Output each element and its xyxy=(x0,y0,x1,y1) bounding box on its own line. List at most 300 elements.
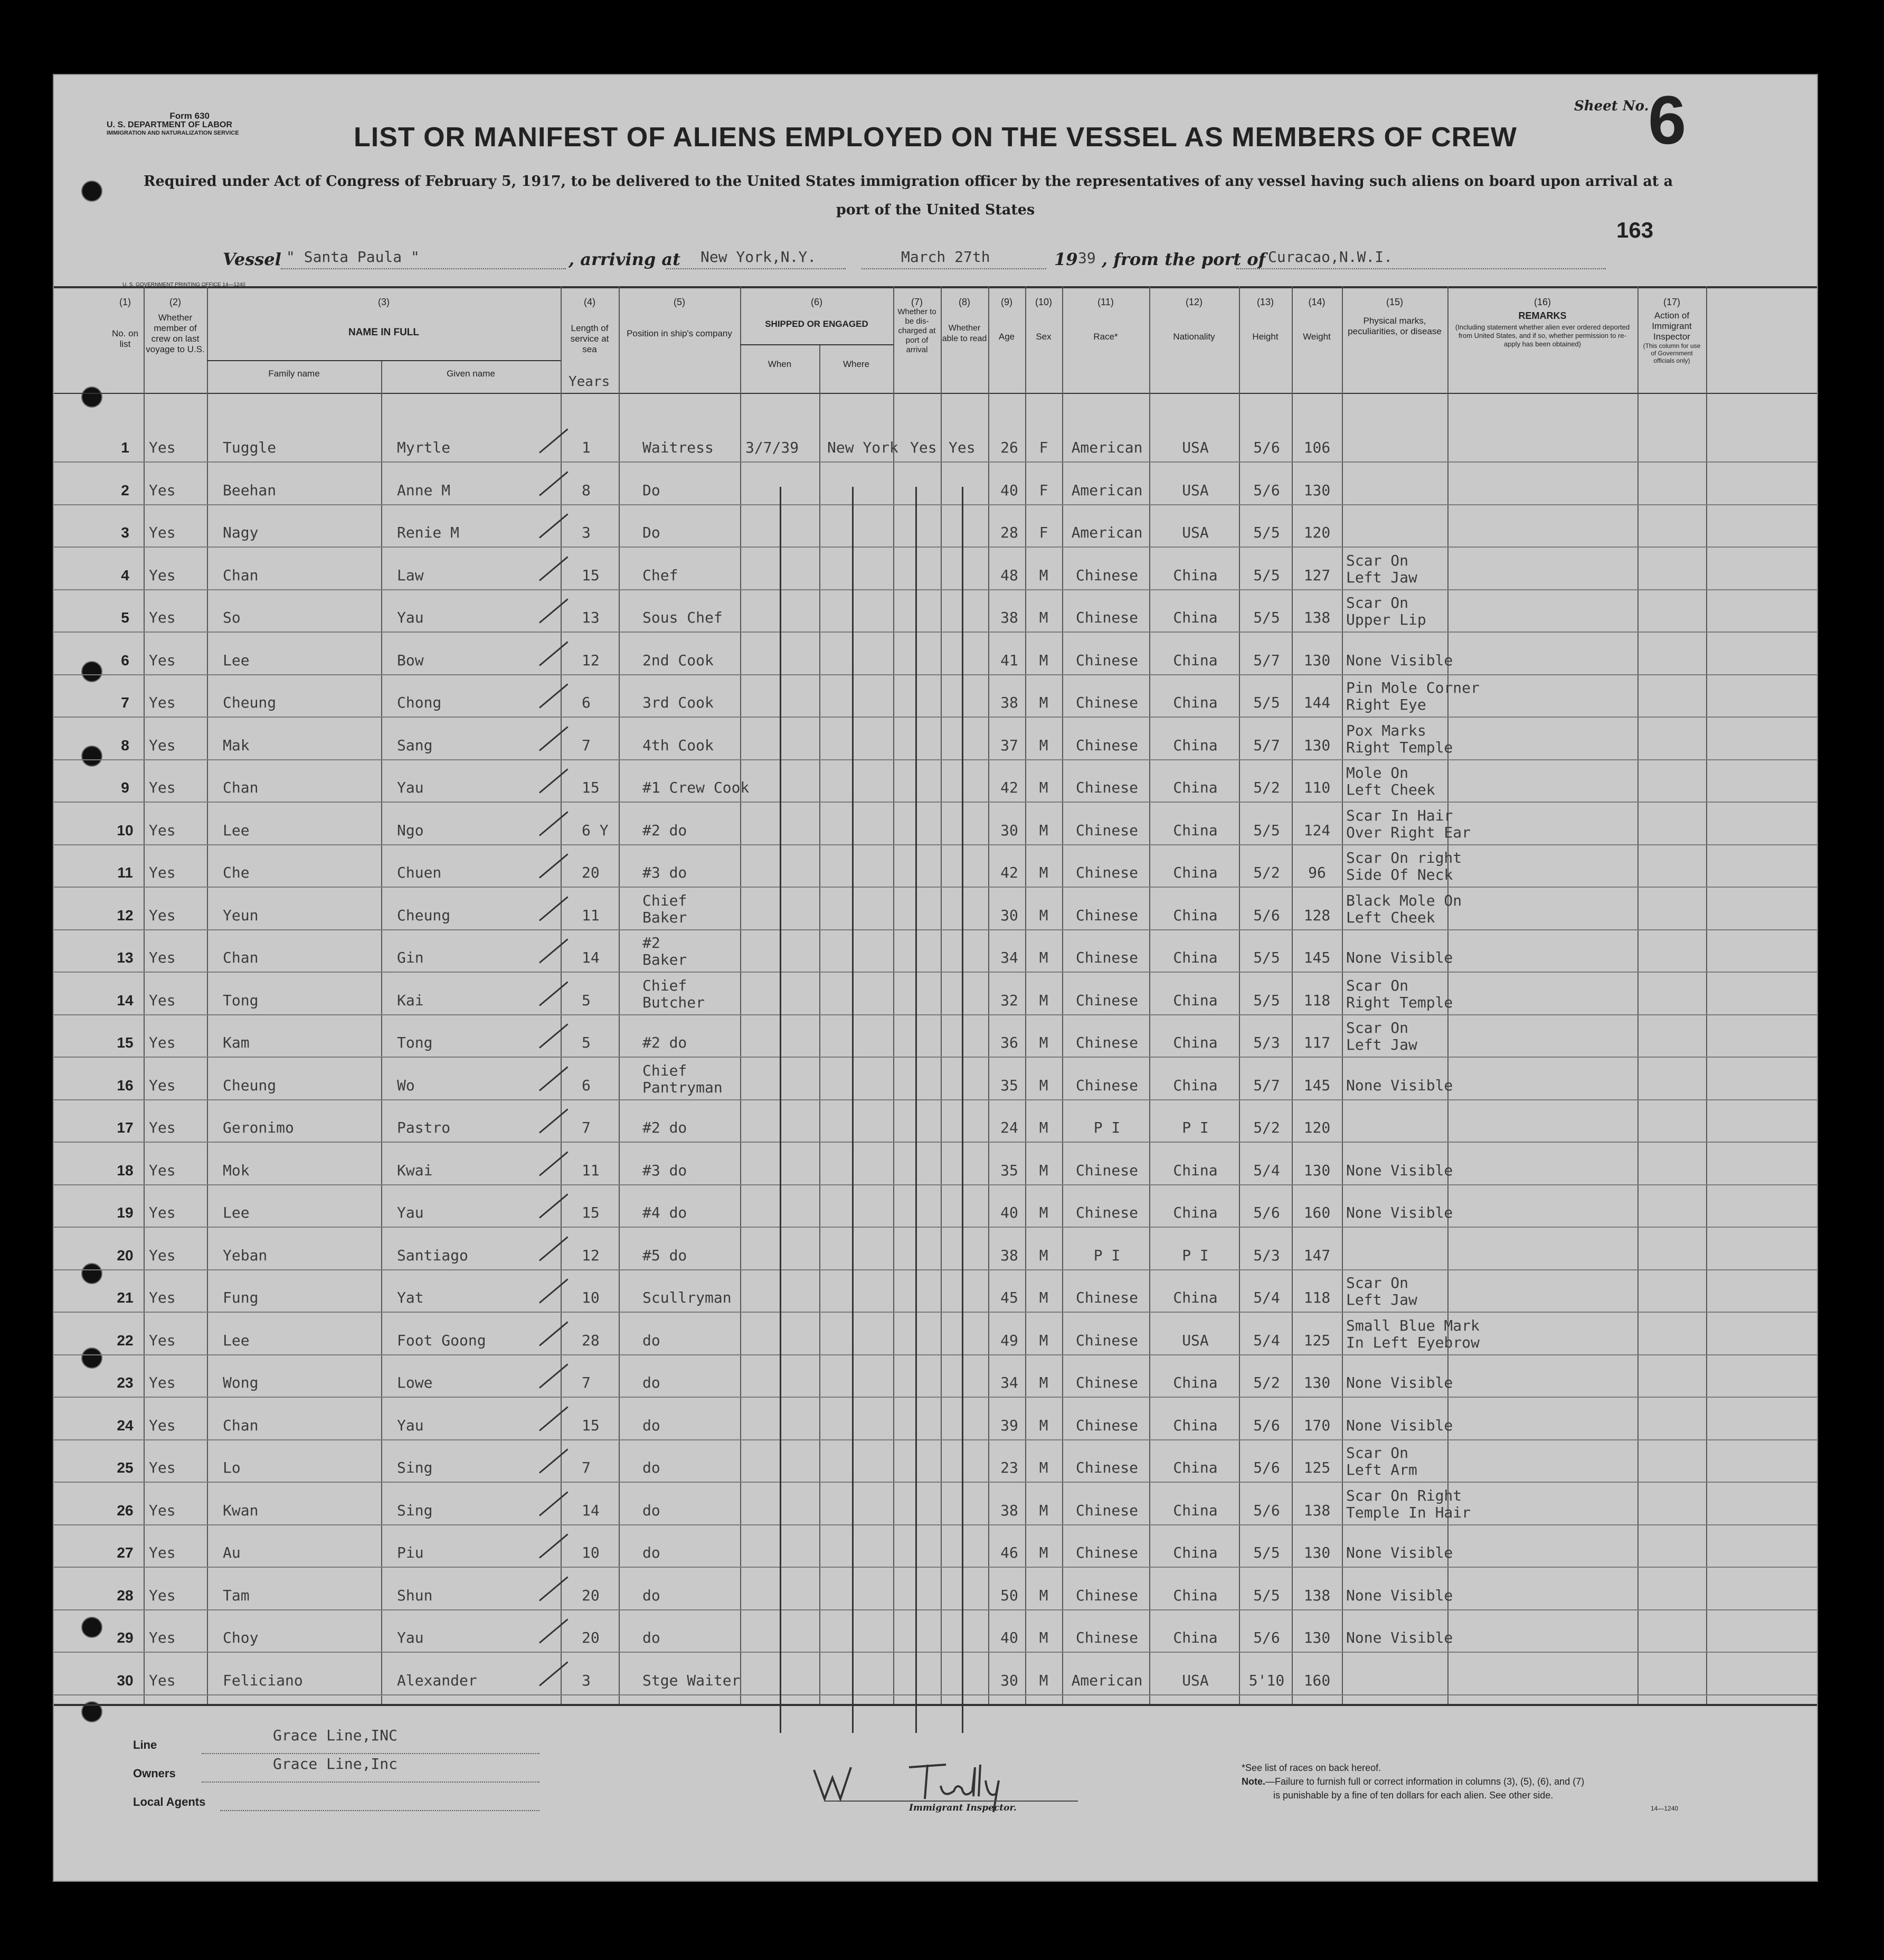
line-label: Line xyxy=(133,1738,157,1751)
row-height: 5/3 xyxy=(1253,1246,1280,1264)
row-nationality: China xyxy=(1173,694,1218,711)
row-no: 3 xyxy=(121,524,129,541)
row-weight: 160 xyxy=(1303,1671,1331,1689)
row-sex: M xyxy=(1039,1246,1048,1264)
row-no: 7 xyxy=(121,694,129,711)
row-position: 2nd Cook xyxy=(642,651,714,669)
row-family-name: Cheung xyxy=(223,694,277,711)
row-service: 20 xyxy=(582,1586,600,1604)
header-action: Action of Immigrant Inspector xyxy=(1652,310,1692,342)
row-given-name: Renie M xyxy=(397,524,460,541)
row-given-name: Pastro xyxy=(397,1119,451,1136)
from-port: Curacao,N.W.I. xyxy=(1268,248,1393,266)
row-marks: Scar On Right Temple xyxy=(1346,976,1453,1011)
col-num-17: (17) xyxy=(1663,297,1680,307)
row-age: 35 xyxy=(1000,1161,1018,1179)
row-member: Yes xyxy=(149,1076,176,1094)
row-member: Yes xyxy=(149,1331,176,1349)
row-marks: Scar On Left Jaw xyxy=(1346,1274,1417,1308)
row-sex: F xyxy=(1039,524,1048,541)
row-race: Chinese xyxy=(1075,1544,1138,1561)
row-service: 15 xyxy=(582,779,600,796)
row-race: Chinese xyxy=(1075,1161,1138,1179)
row-marks: None Visible xyxy=(1346,1629,1453,1646)
row-marks: Scar On Right Temple In Hair xyxy=(1346,1486,1471,1521)
row-family-name: Tong xyxy=(223,991,259,1009)
row-no: 26 xyxy=(117,1502,134,1519)
row-marks: Small Blue Mark In Left Eyebrow xyxy=(1346,1316,1480,1351)
row-rule xyxy=(54,1014,1817,1015)
ditto-rule-where xyxy=(852,487,854,1733)
header-name-in-full: NAME IN FULL xyxy=(348,327,420,338)
row-family-name: Chan xyxy=(223,1416,259,1434)
row-marks: None Visible xyxy=(1346,651,1453,669)
row-height: 5'10 xyxy=(1248,1671,1285,1689)
row-member: Yes xyxy=(149,1459,176,1476)
header-weight: Weight xyxy=(1303,332,1331,342)
row-given-name: Bow xyxy=(397,651,424,669)
punch-hole xyxy=(81,387,102,408)
row-weight: 125 xyxy=(1303,1459,1331,1476)
header-physical: Physical marks, peculiarities, or disease xyxy=(1348,316,1442,336)
department-label: U. S. DEPARTMENT OF LABOR xyxy=(107,120,232,129)
row-marks: None Visible xyxy=(1346,1374,1453,1391)
row-age: 36 xyxy=(1000,1034,1018,1051)
row-nationality: China xyxy=(1173,1459,1218,1476)
col-num-9: (9) xyxy=(1001,297,1012,307)
row-age: 39 xyxy=(1000,1416,1018,1434)
row-sex: M xyxy=(1039,1459,1048,1476)
row-given-name: Sing xyxy=(397,1501,433,1519)
row-sex: M xyxy=(1039,1119,1048,1136)
row-sex: M xyxy=(1039,1671,1048,1689)
row-nationality: China xyxy=(1173,1544,1218,1561)
row-service: 20 xyxy=(582,1629,600,1646)
row-age: 38 xyxy=(1000,1246,1018,1264)
row-rule xyxy=(54,1482,1817,1483)
row-member: Yes xyxy=(149,651,176,669)
row-family-name: Yeban xyxy=(223,1246,268,1264)
row-rule xyxy=(54,589,1817,590)
row-marks: None Visible xyxy=(1346,1076,1453,1094)
row-height: 5/5 xyxy=(1253,524,1280,541)
row-member: Yes xyxy=(149,949,176,966)
row-rule xyxy=(54,1142,1817,1143)
row-member: Yes xyxy=(149,1034,176,1051)
row-rule xyxy=(54,1609,1817,1610)
row-position: #2 do xyxy=(642,821,687,839)
row-service: 6 xyxy=(582,1076,591,1094)
row-sex: M xyxy=(1039,949,1048,966)
row-no: 10 xyxy=(117,822,134,838)
row-member: Yes xyxy=(149,1416,176,1434)
row-age: 38 xyxy=(1000,1501,1018,1519)
row-member: Yes xyxy=(149,779,176,796)
row-race: Chinese xyxy=(1075,694,1138,711)
row-member: Yes xyxy=(149,524,176,541)
header-discharged: Whether to be dis-charged at port of arrival xyxy=(897,307,936,354)
row-height: 5/5 xyxy=(1253,991,1280,1009)
header-position: Position in ship's company xyxy=(627,328,732,338)
col-num-12: (12) xyxy=(1185,297,1203,307)
row-sex: M xyxy=(1039,779,1048,796)
row-age: 40 xyxy=(1000,1629,1018,1646)
row-service: 12 xyxy=(582,651,600,669)
row-age: 35 xyxy=(1000,1076,1018,1094)
row-position: Waitress xyxy=(642,439,714,456)
header-family-name: Family name xyxy=(268,369,320,379)
row-no: 19 xyxy=(117,1204,134,1221)
row-height: 5/6 xyxy=(1253,481,1280,499)
header-given-name: Given name xyxy=(447,369,495,379)
row-given-name: Yau xyxy=(397,779,424,796)
row-age: 41 xyxy=(1000,651,1018,669)
row-family-name: Wong xyxy=(223,1374,259,1391)
row-marks: Scar In Hair Over Right Ear xyxy=(1346,806,1471,841)
row-position: Stge Waiter xyxy=(642,1671,741,1689)
punch-hole xyxy=(81,1348,102,1369)
row-weight: 160 xyxy=(1303,1204,1331,1221)
vessel-name: " Santa Paula " xyxy=(286,248,420,266)
row-service: 10 xyxy=(582,1544,600,1561)
row-nationality: China xyxy=(1173,1034,1218,1051)
row-no: 22 xyxy=(117,1332,134,1349)
row-sex: M xyxy=(1039,651,1048,669)
row-service: 11 xyxy=(582,906,600,924)
ditto-rule-read xyxy=(962,487,963,1733)
ditto-rule-discharged xyxy=(915,487,917,1733)
row-family-name: Tuggle xyxy=(223,439,277,456)
row-given-name: Lowe xyxy=(397,1374,433,1391)
row-given-name: Ngo xyxy=(397,821,424,839)
arrival-year: 39 xyxy=(1078,249,1096,267)
row-family-name: Tam xyxy=(223,1586,250,1604)
row-height: 5/5 xyxy=(1253,821,1280,839)
row-nationality: China xyxy=(1173,651,1218,669)
row-given-name: Alexander xyxy=(397,1671,477,1689)
row-given-name: Sang xyxy=(397,736,433,754)
row-no: 23 xyxy=(117,1374,134,1391)
row-no: 13 xyxy=(117,949,134,966)
row-height: 5/4 xyxy=(1253,1289,1280,1306)
row-family-name: Lee xyxy=(223,1204,250,1221)
row-height: 5/4 xyxy=(1253,1331,1280,1349)
row-service: 7 xyxy=(582,1119,591,1136)
page-title: LIST OR MANIFEST OF ALIENS EMPLOYED ON THE VESSEL AS MEMBERS OF CREW xyxy=(354,122,1517,153)
row-discharged: Yes xyxy=(910,439,937,456)
row-family-name: Kam xyxy=(223,1034,250,1051)
row-no: 1 xyxy=(121,439,129,456)
form-code: 14—1240 xyxy=(1651,1805,1679,1812)
col-num-8: (8) xyxy=(959,297,970,307)
row-weight: 125 xyxy=(1303,1331,1331,1349)
row-position: #1 Crew Cook xyxy=(642,779,750,796)
punch-hole xyxy=(81,181,102,202)
row-service: 20 xyxy=(582,864,600,881)
row-marks: Scar On Left Arm xyxy=(1346,1444,1417,1478)
row-sex: M xyxy=(1039,1161,1048,1179)
row-family-name: Beehan xyxy=(223,481,277,499)
row-race: Chinese xyxy=(1075,1204,1138,1221)
header-sex: Sex xyxy=(1036,332,1052,342)
row-nationality: China xyxy=(1173,779,1218,796)
row-rule xyxy=(54,1439,1817,1440)
row-age: 45 xyxy=(1000,1289,1018,1306)
note-label: Note. xyxy=(1242,1776,1265,1787)
row-sex: M xyxy=(1039,1331,1048,1349)
row-weight: 120 xyxy=(1303,524,1331,541)
row-weight: 124 xyxy=(1303,821,1331,839)
footnote-fine: is punishable by a fine of ten dollars for each alien. See other side. xyxy=(1273,1790,1554,1801)
row-family-name: Geronimo xyxy=(223,1119,294,1136)
row-nationality: China xyxy=(1173,1161,1218,1179)
row-race: P I xyxy=(1093,1246,1121,1264)
row-service: 14 xyxy=(582,1501,600,1519)
row-service: 6 Y xyxy=(582,821,609,839)
row-no: 11 xyxy=(117,864,133,881)
row-given-name: Anne M xyxy=(397,481,451,499)
col-num-10: (10) xyxy=(1035,297,1052,307)
row-position: do xyxy=(642,1416,660,1434)
row-family-name: Feliciano xyxy=(223,1671,303,1689)
row-marks: Scar On Left Jaw xyxy=(1346,551,1417,586)
service-label: IMMIGRATION AND NATURALIZATION SERVICE xyxy=(107,130,239,136)
row-marks: None Visible xyxy=(1346,1204,1453,1221)
row-service: 8 xyxy=(582,481,591,499)
row-given-name: Wo xyxy=(397,1076,415,1094)
header-read: Whether able to read xyxy=(942,324,987,343)
row-member: Yes xyxy=(149,566,176,584)
row-nationality: USA xyxy=(1182,439,1209,456)
col-num-1: (1) xyxy=(119,297,131,307)
row-position: Do xyxy=(642,524,660,541)
col-num-11: (11) xyxy=(1097,297,1114,307)
row-member: Yes xyxy=(149,991,176,1009)
row-age: 48 xyxy=(1000,566,1018,584)
row-race: Chinese xyxy=(1075,1459,1138,1476)
row-member: Yes xyxy=(149,1246,176,1264)
row-no: 20 xyxy=(117,1247,134,1264)
row-rule xyxy=(54,504,1817,505)
row-height: 5/5 xyxy=(1253,1544,1280,1561)
row-member: Yes xyxy=(149,1119,176,1136)
row-position: #2 do xyxy=(642,1119,687,1136)
col-num-16: (16) xyxy=(1533,297,1551,307)
row-weight: 130 xyxy=(1303,1544,1331,1561)
row-rule xyxy=(54,1397,1817,1398)
row-nationality: China xyxy=(1173,1416,1218,1434)
row-sex: M xyxy=(1039,991,1048,1009)
stamp-number: 163 xyxy=(1616,218,1654,242)
row-family-name: Yeun xyxy=(223,906,259,924)
row-no: 5 xyxy=(121,609,129,626)
row-given-name: Gin xyxy=(397,949,424,966)
row-position: do xyxy=(642,1374,660,1391)
row-height: 5/6 xyxy=(1253,439,1280,456)
row-given-name: Myrtle xyxy=(397,439,451,456)
row-sex: F xyxy=(1039,439,1048,456)
row-weight: 120 xyxy=(1303,1119,1331,1136)
row-position: Chief Pantryman xyxy=(642,1061,723,1096)
row-age: 34 xyxy=(1000,949,1018,966)
row-weight: 106 xyxy=(1303,439,1331,456)
row-rule xyxy=(54,1567,1817,1568)
row-sex: M xyxy=(1039,864,1048,881)
row-weight: 138 xyxy=(1303,1501,1331,1519)
row-member: Yes xyxy=(149,864,176,881)
row-nationality: China xyxy=(1173,1374,1218,1391)
row-sex: M xyxy=(1039,694,1048,711)
row-service: 1 xyxy=(582,439,591,456)
row-member: Yes xyxy=(149,694,176,711)
row-nationality: China xyxy=(1173,821,1218,839)
row-position: do xyxy=(642,1331,660,1349)
row-no: 18 xyxy=(117,1162,134,1179)
row-nationality: USA xyxy=(1182,481,1209,499)
row-height: 5/4 xyxy=(1253,1161,1280,1179)
row-family-name: Lo xyxy=(223,1459,241,1476)
row-age: 42 xyxy=(1000,779,1018,796)
row-race: Chinese xyxy=(1075,1289,1138,1306)
row-where: New York xyxy=(827,439,898,456)
row-service: 7 xyxy=(582,1374,591,1391)
row-weight: 130 xyxy=(1303,1374,1331,1391)
row-race: Chinese xyxy=(1075,1501,1138,1519)
row-weight: 145 xyxy=(1303,1076,1331,1094)
row-member: Yes xyxy=(149,481,176,499)
row-nationality: USA xyxy=(1182,1331,1209,1349)
row-marks: Mole On Left Cheek xyxy=(1346,764,1435,798)
row-marks: None Visible xyxy=(1346,1416,1453,1434)
row-marks: None Visible xyxy=(1346,1161,1453,1179)
row-rule xyxy=(54,1524,1817,1525)
row-weight: 130 xyxy=(1303,1161,1331,1179)
row-service: 12 xyxy=(582,1246,600,1264)
row-weight: 128 xyxy=(1303,906,1331,924)
row-marks: Scar On Left Jaw xyxy=(1346,1019,1417,1053)
row-service: 15 xyxy=(582,1204,600,1221)
row-position: Sous Chef xyxy=(642,609,723,626)
punch-hole xyxy=(81,661,102,682)
row-given-name: Sing xyxy=(397,1459,433,1476)
row-weight: 96 xyxy=(1308,864,1326,881)
row-family-name: Mak xyxy=(223,736,250,754)
row-given-name: Foot Goong xyxy=(397,1331,486,1349)
row-height: 5/3 xyxy=(1253,1034,1280,1051)
row-no: 25 xyxy=(117,1459,134,1476)
row-sex: M xyxy=(1039,1076,1048,1094)
row-race: Chinese xyxy=(1075,906,1138,924)
header-remarks-note: (Including statement whether alien ever ordered deported from United States, and if so, whether permission to re-apply has been obtained) xyxy=(1455,323,1630,348)
row-no: 12 xyxy=(117,907,134,924)
row-age: 38 xyxy=(1000,609,1018,626)
subtitle-line2: port of the United States xyxy=(836,202,1035,218)
row-given-name: Yau xyxy=(397,1416,424,1434)
row-nationality: P I xyxy=(1182,1246,1209,1264)
row-service: 7 xyxy=(582,736,591,754)
header-no-on-list: No. on list xyxy=(111,328,139,349)
row-race: American xyxy=(1071,524,1143,541)
row-given-name: Santiago xyxy=(397,1246,468,1264)
row-member: Yes xyxy=(149,1586,176,1604)
row-no: 30 xyxy=(117,1672,134,1689)
row-age: 28 xyxy=(1000,524,1018,541)
row-family-name: Lee xyxy=(223,1331,250,1349)
header-shipped: SHIPPED OR ENGAGED xyxy=(765,319,868,329)
row-family-name: Cheung xyxy=(223,1076,277,1094)
row-family-name: Chan xyxy=(223,779,259,796)
row-sex: M xyxy=(1039,1501,1048,1519)
row-given-name: Cheung xyxy=(397,906,451,924)
row-position: do xyxy=(642,1501,660,1519)
row-no: 24 xyxy=(117,1417,134,1434)
row-height: 5/6 xyxy=(1253,1501,1280,1519)
row-marks: None Visible xyxy=(1346,1586,1453,1604)
header-length-service: Length of service at sea xyxy=(570,323,609,354)
row-height: 5/6 xyxy=(1253,1459,1280,1476)
row-family-name: Lee xyxy=(223,651,250,669)
row-weight: 130 xyxy=(1303,481,1331,499)
row-member: Yes xyxy=(149,1374,176,1391)
row-height: 5/6 xyxy=(1253,1416,1280,1434)
row-rule xyxy=(54,802,1817,803)
row-nationality: China xyxy=(1173,949,1218,966)
ditto-rule-when xyxy=(780,487,781,1733)
arrival-date: March 27th xyxy=(901,248,990,266)
row-weight: 118 xyxy=(1303,1289,1331,1306)
row-position: do xyxy=(642,1586,660,1604)
row-position: #2 do xyxy=(642,1034,687,1051)
footnote-races: *See list of races on back hereof. xyxy=(1242,1763,1381,1773)
row-no: 21 xyxy=(117,1289,134,1306)
row-weight: 145 xyxy=(1303,949,1331,966)
row-height: 5/5 xyxy=(1253,1586,1280,1604)
row-service: 5 xyxy=(582,991,591,1009)
row-nationality: USA xyxy=(1182,1671,1209,1689)
form-number: Form 630 xyxy=(169,111,210,121)
row-given-name: Kwai xyxy=(397,1161,433,1179)
row-nationality: China xyxy=(1173,1289,1218,1306)
row-no: 6 xyxy=(121,652,129,668)
row-family-name: Che xyxy=(223,864,250,881)
row-weight: 130 xyxy=(1303,1629,1331,1646)
row-nationality: China xyxy=(1173,1204,1218,1221)
row-member: Yes xyxy=(149,609,176,626)
row-age: 50 xyxy=(1000,1586,1018,1604)
col-num-3: (3) xyxy=(378,297,390,307)
row-nationality: China xyxy=(1173,1629,1218,1646)
row-position: do xyxy=(642,1459,660,1476)
row-no: 2 xyxy=(121,482,129,498)
row-age: 40 xyxy=(1000,481,1018,499)
arriving-label: , arriving at xyxy=(569,249,680,269)
row-family-name: So xyxy=(223,609,241,626)
row-race: Chinese xyxy=(1075,1034,1138,1051)
row-no: 29 xyxy=(117,1629,134,1646)
header-nationality: Nationality xyxy=(1173,332,1215,342)
row-service: 10 xyxy=(582,1289,600,1306)
header-remarks: REMARKS xyxy=(1518,310,1567,321)
row-service: 15 xyxy=(582,1416,600,1434)
row-no: 17 xyxy=(117,1119,134,1136)
row-nationality: China xyxy=(1173,906,1218,924)
row-race: Chinese xyxy=(1075,1076,1138,1094)
row-weight: 170 xyxy=(1303,1416,1331,1434)
row-race: P I xyxy=(1093,1119,1121,1136)
row-position: do xyxy=(642,1544,660,1561)
row-position: Chef xyxy=(642,566,678,584)
row-sex: M xyxy=(1039,1204,1048,1221)
